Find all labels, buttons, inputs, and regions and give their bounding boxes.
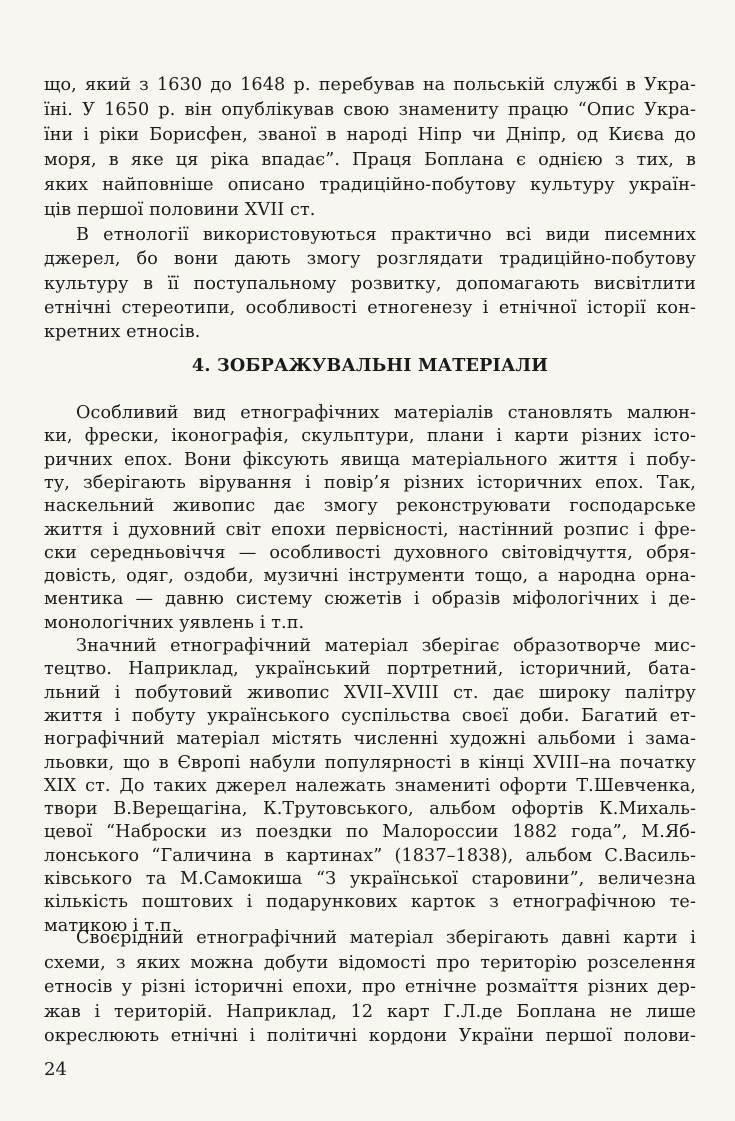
text-line: лонського “Галичина в картинах” (1837–1838), альбом С.Василь- [44, 845, 696, 866]
text-line: джерел, бо вони дають змогу розглядати традиційно-побутову [44, 249, 696, 269]
text-line: матикою і т.п. [44, 915, 178, 936]
text-line: їни і ріки Борисфен, званої в народі Ніпр чи Дніпр, од Києва до [44, 125, 696, 145]
text-line: Особливий вид етнографічних матеріалів становлять малюн- [76, 403, 696, 423]
text-line: їні. У 1650 р. він опублікував свою знамениту працю “Опис Укра- [44, 100, 696, 120]
text-line: наскельний живопис дає змогу реконструювати господарське [44, 496, 696, 517]
text-line: етносів у різні історичні епохи, про етнічне розмаїття різних дер- [44, 977, 696, 998]
text-line: монологічних уявлень і т.п. [44, 612, 305, 633]
text-line: що, який з 1630 до 1648 р. перебував на польській службі в Укра- [44, 75, 696, 95]
text-line: культуру в її поступальному розвитку, допомагають висвітлити [44, 274, 696, 294]
text-line: Значний етнографічний матеріал зберігає образотворче мис- [76, 636, 696, 656]
text-line: В етнології використовуються практично всі види писемних [76, 225, 696, 245]
text-line: XIX ст. До таких джерел належать знамениті офорти Т.Шевченка, [44, 775, 696, 796]
text-line: нографічний матеріал містять численні художні альбоми і зама- [44, 729, 696, 750]
text-line: ричних епох. Вони фіксують явища матеріального життя і побу- [44, 449, 696, 470]
text-line: твори В.Верещагіна, К.Трутовського, альбом офортів К.Михаль- [44, 799, 696, 820]
text-line: цевої “Наброски из поездки по Малороссии 1882 года”, М.Яб- [44, 822, 696, 843]
text-line: ски середньовіччя — особливості духовного світовідчуття, обря- [44, 542, 696, 563]
text-line: Своєрідний етнографічний матеріал зберігають давні карти і [76, 928, 696, 948]
text-line: ту, зберігають вірування і повір’я різних історичних епох. Так, [44, 472, 696, 493]
text-line: окреслюють етнічні і політичні кордони України першої полови- [44, 1026, 696, 1047]
text-line: ківського та М.Самокиша “З української старовини”, величезна [44, 869, 696, 889]
text-line: етнічні стереотипи, особливості етногенезу і етнічної історії кон- [44, 298, 696, 318]
text-line: яких найповніше описано традиційно-побутову культуру україн- [44, 175, 696, 195]
text-line: життя і духовний світ епохи первісності, настінний розпис і фре- [44, 519, 696, 540]
text-line: схеми, з яких можна добути відомості про територію розселення [44, 952, 696, 973]
text-line: життя і побуту українського суспільства своєї доби. Багатий ет- [44, 705, 696, 726]
text-line: довість, одяг, оздоби, музичні інструменти тощо, а народна орна- [44, 566, 696, 587]
text-line: ки, фрески, іконографія, скульптури, плани і карти різних істо- [44, 426, 696, 447]
text-line: кретних етносів. [44, 322, 201, 342]
text-line: тецтво. Наприклад, український портретний, історичний, бата- [44, 659, 696, 680]
text-line: кількість поштових і подарункових карток з етнографічною те- [44, 892, 696, 913]
text-line: моря, в яке ця ріка впадає”. Праця Боплана є однією з тих, в [44, 150, 696, 170]
text-line: льний і побутовий живопис XVII–XVIII ст. дає широку палітру [44, 682, 696, 703]
page-number: 24 [44, 1059, 67, 1080]
section-heading: 4. ЗОБРАЖУВАЛЬНІ МАТЕРІАЛИ [191, 355, 549, 376]
text-line: льовки, що в Європі набули популярності в кінці XVIII–на початку [44, 752, 696, 773]
text-line: ментика — давню систему сюжетів і образів міфологічних і де- [44, 589, 696, 610]
text-line: жав і територій. Наприклад, 12 карт Г.Л.де Боплана не лише [44, 1001, 696, 1022]
text-line: ців першої половини XVII ст. [44, 200, 316, 220]
